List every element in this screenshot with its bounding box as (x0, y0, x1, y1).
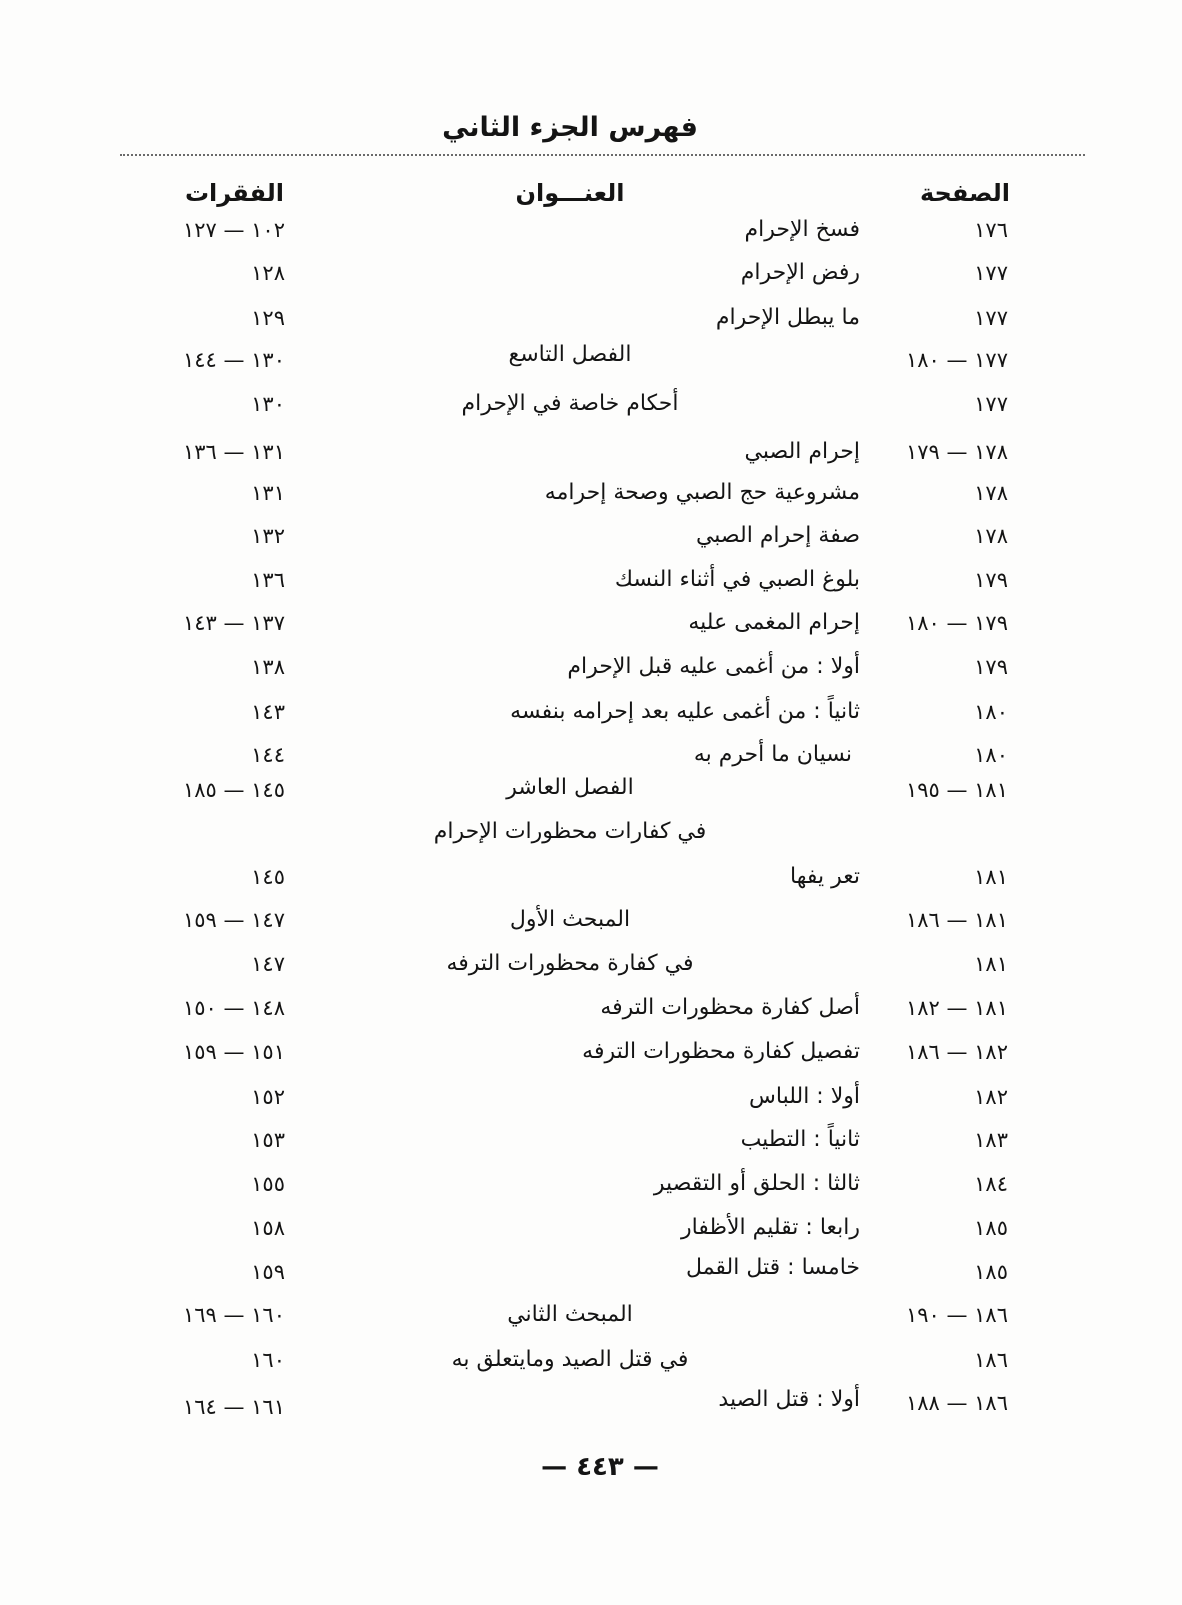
index-row (0, 1388, 1182, 1418)
index-row (0, 478, 1182, 508)
index-row (0, 1300, 1182, 1330)
column-header-title: العنـــوان (515, 179, 625, 207)
row-paragraphs: ١٤٥ — ١٨٥ (182, 778, 285, 802)
index-row (0, 949, 1182, 979)
row-paragraphs: ١٥٩ (251, 1260, 285, 1284)
row-title: فسخ الإحرام (744, 217, 860, 242)
index-row (0, 652, 1182, 682)
chapter-heading: الفصل العاشر (506, 775, 634, 800)
row-page: ١٧٧ (974, 306, 1008, 330)
index-row (0, 862, 1182, 892)
index-row (0, 1213, 1182, 1243)
chapter-subtitle: في كفارات محظورات الإحرام (433, 819, 707, 844)
index-row (0, 521, 1182, 551)
column-header-page: الصفحة (919, 179, 1010, 207)
row-title: نسيان ما أحرم به (693, 742, 852, 767)
row-title: أولا : من أغمى عليه قبل الإحرام (567, 654, 860, 679)
index-row (0, 215, 1182, 245)
row-paragraphs: ١٥١ — ١٥٩ (182, 1040, 285, 1064)
index-row (0, 1082, 1182, 1112)
row-paragraphs: ١٤٧ — ١٥٩ (182, 908, 285, 932)
row-paragraphs: ١٣٨ (251, 655, 285, 679)
row-page: ١٨٢ — ١٨٦ (905, 1040, 1008, 1064)
row-paragraphs: ١٢٨ (251, 261, 285, 285)
row-paragraphs: ١٣٠ (251, 392, 285, 416)
index-row (0, 993, 1182, 1023)
index-row (0, 565, 1182, 595)
page-number: — ٤٤٣ — (541, 1452, 659, 1482)
row-page: ١٨٤ (974, 1172, 1008, 1196)
row-page: ١٨٦ — ١٨٨ (905, 1391, 1008, 1415)
row-paragraphs: ١٥٨ (251, 1216, 285, 1240)
chapter-heading: الفصل التاسع (508, 342, 632, 367)
row-title: رفض الإحرام (740, 260, 860, 285)
index-row (0, 1037, 1182, 1067)
row-page: ١٧٩ — ١٨٠ (905, 611, 1008, 635)
row-page: ١٧٧ — ١٨٠ (905, 348, 1008, 372)
row-page: ١٨١ (974, 952, 1008, 976)
index-row (0, 437, 1182, 467)
index-row (0, 1345, 1182, 1375)
row-paragraphs: ١٣٠ — ١٤٤ (182, 348, 285, 372)
row-paragraphs: ١٣٢ (251, 524, 285, 548)
column-header-paragraphs: الفقرات (184, 179, 284, 207)
row-title: خامسا : قتل القمل (686, 1255, 860, 1280)
index-row (0, 1257, 1182, 1287)
row-page: ١٨٥ (974, 1216, 1008, 1240)
page-header-title: فهرس الجزء الثاني (442, 112, 698, 143)
section-subtitle: في كفارة محظورات الترفه (446, 951, 694, 976)
row-page: ١٧٩ (974, 568, 1008, 592)
index-row (0, 775, 1182, 805)
row-title: رابعا : تقليم الأظفار (680, 1215, 860, 1240)
index-row (0, 258, 1182, 288)
row-paragraphs: ١٦١ — ١٦٤ (182, 1395, 285, 1419)
row-paragraphs: ١٥٣ (251, 1128, 285, 1152)
row-title: تفصيل كفارة محظورات الترفه (582, 1039, 860, 1064)
row-page: ١٨٣ (974, 1128, 1008, 1152)
section-heading: المبحث الثاني (507, 1302, 633, 1327)
row-paragraphs: ١٤٣ (251, 700, 285, 724)
row-title: ثانياً : من أغمى عليه بعد إحرامه بنفسه (510, 699, 860, 724)
row-title: ثانياً : التطيب (740, 1127, 860, 1152)
row-paragraphs: ١٦٠ (251, 1348, 285, 1372)
row-paragraphs: ١٤٧ (251, 952, 285, 976)
row-page: ١٧٩ (974, 655, 1008, 679)
row-title: بلوغ الصبي في أثناء النسك (614, 567, 860, 592)
row-page: ١٨١ — ١٨٦ (905, 908, 1008, 932)
row-title: صفة إحرام الصبي (695, 523, 860, 548)
chapter-subtitle: أحكام خاصة في الإحرام (461, 391, 679, 416)
row-paragraphs: ١٦٠ — ١٦٩ (182, 1303, 285, 1327)
row-page: ١٧٨ — ١٧٩ (905, 440, 1008, 464)
row-page: ١٧٨ (974, 481, 1008, 505)
header-divider (120, 154, 1085, 156)
index-row (0, 1169, 1182, 1199)
index-row (0, 303, 1182, 333)
index-row (0, 342, 1182, 375)
row-title: ما يبطل الإحرام (715, 305, 860, 330)
row-page: ١٧٧ (974, 261, 1008, 285)
row-page: ١٨٦ — ١٩٠ (905, 1303, 1008, 1327)
index-row (0, 389, 1182, 419)
row-paragraphs: ١٣١ (251, 481, 285, 505)
row-paragraphs: ١٢٩ (251, 306, 285, 330)
row-paragraphs: ١٥٢ (251, 1085, 285, 1109)
row-page: ١٨٢ (974, 1085, 1008, 1109)
row-title: مشروعية حج الصبي وصحة إحرامه (544, 480, 860, 505)
index-row (0, 817, 1182, 847)
index-row (0, 1125, 1182, 1155)
row-page: ١٨٦ (974, 1348, 1008, 1372)
row-page: ١٨١ (974, 865, 1008, 889)
section-heading: المبحث الأول (509, 907, 631, 932)
row-title: أولا : قتل الصيد (718, 1387, 860, 1412)
row-page: ١٧٦ (974, 218, 1008, 242)
row-paragraphs: ١٣٧ — ١٤٣ (182, 611, 285, 635)
row-page: ١٧٧ (974, 392, 1008, 416)
row-paragraphs: ١٤٥ (251, 865, 285, 889)
index-row (0, 608, 1182, 638)
row-paragraphs: ١٤٨ — ١٥٠ (182, 996, 285, 1020)
row-title: أصل كفارة محظورات الترفه (600, 995, 860, 1020)
section-subtitle: في قتل الصيد ومايتعلق به (451, 1347, 689, 1372)
row-title: تعر يفها (790, 864, 860, 889)
row-title: أولا : اللباس (749, 1084, 860, 1109)
row-paragraphs: ١٤٤ (251, 743, 285, 767)
row-title: إحرام الصبي (744, 439, 860, 464)
row-title: إحرام المغمى عليه (688, 610, 860, 635)
row-paragraphs: ١٠٢ — ١٢٧ (182, 218, 285, 242)
index-row (0, 905, 1182, 935)
index-row (0, 740, 1182, 770)
row-page: ١٨١ — ١٩٥ (905, 778, 1008, 802)
row-page: ١٧٨ (974, 524, 1008, 548)
row-paragraphs: ١٣١ — ١٣٦ (182, 440, 285, 464)
row-paragraphs: ١٥٥ (251, 1172, 285, 1196)
index-row (0, 697, 1182, 727)
row-page: ١٨٠ (974, 743, 1008, 767)
row-page: ١٨٥ (974, 1260, 1008, 1284)
row-page: ١٨١ — ١٨٢ (905, 996, 1008, 1020)
row-title: ثالثا : الحلق أو التقصير (653, 1171, 860, 1196)
row-paragraphs: ١٣٦ (251, 568, 285, 592)
row-page: ١٨٠ (974, 700, 1008, 724)
